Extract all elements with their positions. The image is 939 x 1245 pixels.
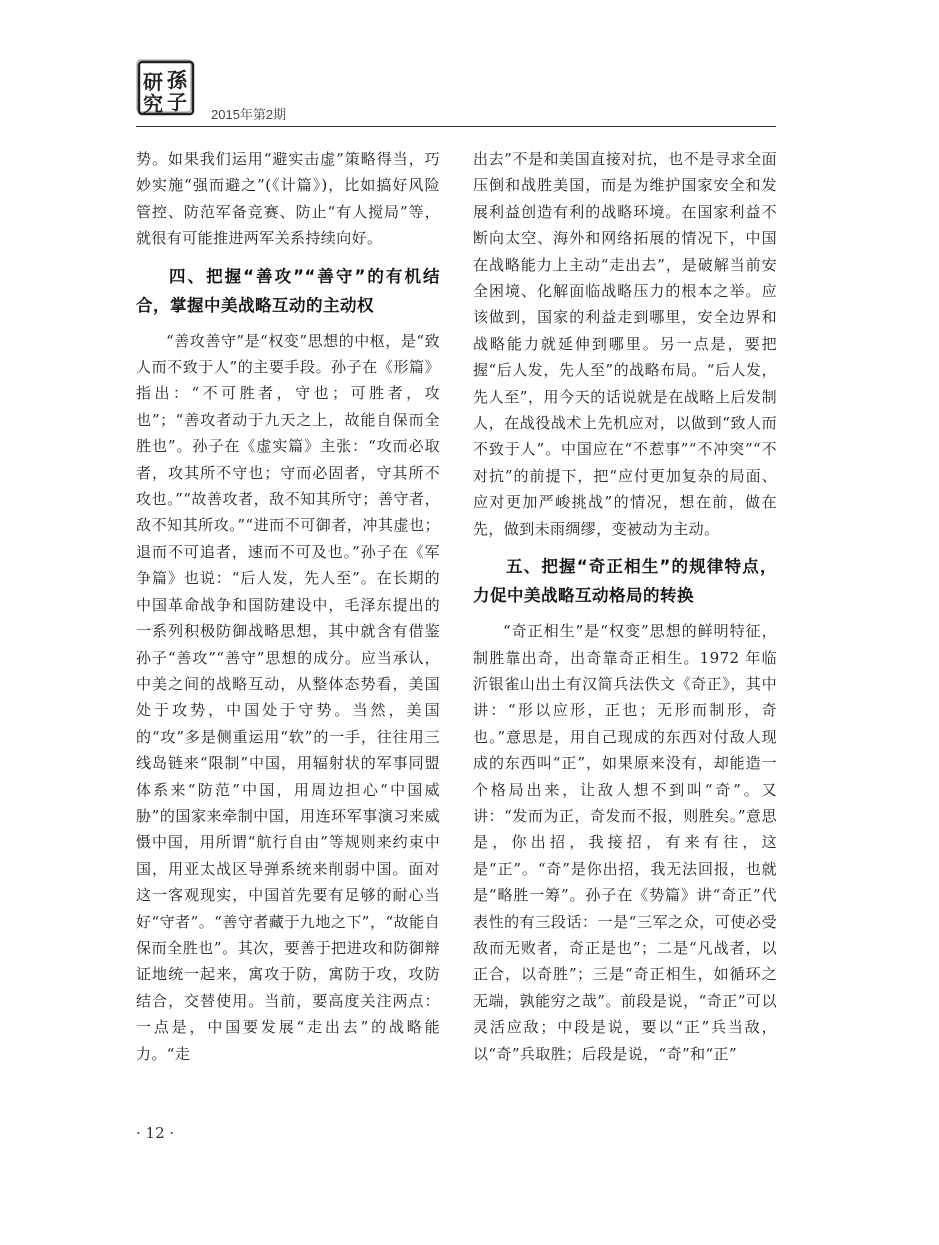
svg-text:研: 研 [143, 70, 163, 94]
left-paragraph-2: “善攻善守”是“权变”思想的中枢，是“致人而不致于人”的主要手段。孙子在《形篇》指出：“不可胜者，守也；可胜者，攻也”；“善攻者动于九天之上，故能自保而全胜也”。孙子在《虚实篇》主张：“攻而必取者，攻其所不守也；守而必固者，守其所不攻也。”“故善攻者，敌不知其所守；善守者，敌不知其所攻。”“进而不可御者，冲其虚也；退而不可追者，速而不可及也。”孙子在《军争篇》也说：“后人发，先人至”。在长期的中国革命战争和国防建设中，毛泽东提出的一系列积极防御战略思想，其中就含有借鉴孙子“善攻”“善守”思想的成分。应当承认，中美之间的战略互动，从整体态势看，美国处于攻势，中国处于守势。当然，美国的“攻”多是侧重运用“软”的一手，往往用三线岛链来“限制”中国，用辐射状的军事同盟体系来“防范”中国，用周边担心“中国威胁”的国家来牵制中国，用连环军事演习来威慑中国，用所谓“航行自由”等规则来约束中国，用亚太战区导弹系统来削弱中国。面对这一客观现实，中国首先要有足够的耐心当好“守者”。“善守者藏于九地之下”，“故能自保而全胜也”。其次，要善于把进攻和防御辩证地统一起来，寓攻于防，寓防于攻，攻防结合，交替使用。当前，要高度关注两点：一点是，中国要发展“走出去”的战略能力。“走 [136, 331, 440, 1063]
right-paragraph-2: “奇正相生”是“权变”思想的鲜明特征，制胜靠出奇，出奇靠奇正相生。1972 年临沂银雀山出土有汉简兵法佚文《奇正》，其中讲：“形以应形，正也；无形而制形，奇也。”意思是，用自己现成的东西对付敌人现成的东西叫“正”，如果原来没有，却能造一个格局出来，让敌人想不到叫“奇”。又讲：“发而为正，奇发而不报，则胜矣。”意思是，你出招，我接招，有来有往，这是“正”。“奇”是你出招，我无法回报，也就是“略胜一筹”。孙子在《势篇》讲“奇正”代表性的有三段话：一是“三军之众，可使必受敌而无败者，奇正是也”；二是“凡战者，以正合，以奇胜”；三是“奇正相生，如循环之无端，孰能穷之哉”。前段是说，“奇正”可以灵活应敌；中段是说，要以“正”兵当敌，以“奇”兵取胜；后段是说，“奇”和“正” [473, 622, 777, 1063]
section-heading-5: 五、把握“奇正相生”的规律特点，力促中美战略互动格局的转换 [473, 557, 777, 606]
right-column [473, 146, 777, 1106]
left-paragraph-1: 势。如果我们运用“避实击虚”策略得当，巧妙实施“强而避之”(《计篇》)，比如搞好风险管控、防范军备竞赛、防止“有人搅局”等，就很有可能推进两军关系持续向好。 [136, 150, 440, 248]
issue-label: 2015年第2期 [211, 107, 287, 122]
left-column [136, 146, 440, 1106]
right-paragraph-1: 出去”不是和美国直接对抗，也不是寻求全面压倒和战胜美国，而是为维护国家安全和发展利益创造有利的战略环境。在国家利益不断向太空、海外和网络拓展的情况下，中国在战略能力上主动“走出去”，是破解当前安全困境、化解面临战略压力的根本之举。应该做到，国家的利益走到哪里，安全边界和战略能力就延伸到哪里。另一点是，要把握“后人发，先人至”的战略布局。“后人发，先人至”，用今天的话说就是在战略上后发制人，在战役战术上先机应对，以做到“致人而不致于人”。中国应在“不惹事”“不冲突”“不对抗”的前提下，把“应付更加复杂的局面、应对更加严峻挑战”的情况，想在前，做在先，做到未雨绸缪，变被动为主动。 [473, 150, 777, 538]
page-number: · 12 · [136, 1124, 175, 1142]
svg-text:子: 子 [167, 90, 187, 114]
section-heading-4: 四、把握“善攻”“善守”的有机结合，掌握中美战略互动的主动权 [136, 266, 440, 315]
svg-text:究: 究 [143, 92, 163, 116]
header-rule [136, 126, 776, 127]
journal-logo [136, 58, 198, 118]
svg-text:孫: 孫 [167, 68, 187, 92]
